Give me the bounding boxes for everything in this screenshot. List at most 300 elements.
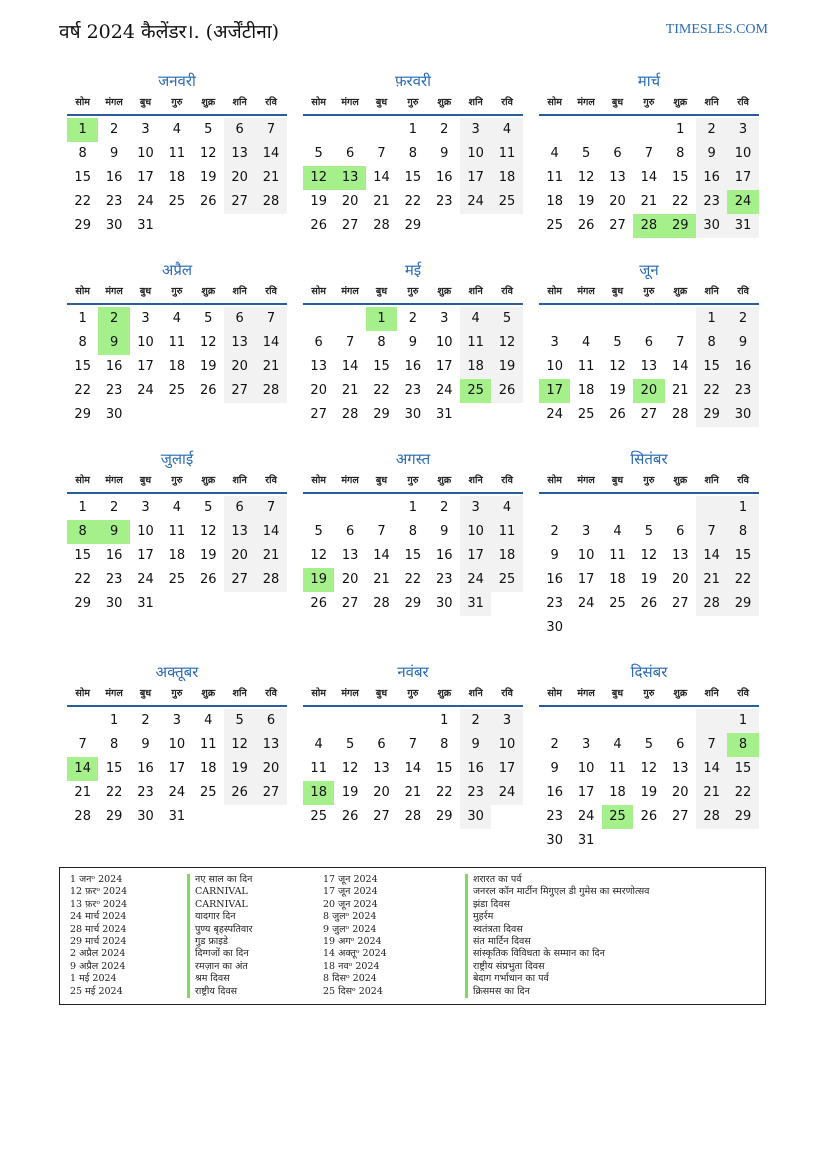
day-grid — [303, 496, 523, 616]
legend-dates-col-1 — [70, 874, 127, 998]
weekday-label: गुरु — [407, 97, 419, 108]
day-cell: 13 — [671, 548, 689, 563]
day-cell: 27 — [341, 218, 359, 233]
legend-holiday-name: गुड फ्राइडे — [187, 936, 253, 948]
weekday-label: बुध — [139, 97, 152, 108]
day-cell: 15 — [74, 548, 91, 563]
day-cell: 28 — [255, 190, 286, 214]
month-block — [539, 259, 759, 427]
weekday-label: शुक्र — [437, 286, 452, 297]
day-cell: 21 — [373, 572, 390, 587]
day-cell-holiday: 1 — [67, 118, 98, 142]
day-cell: 6 — [224, 118, 255, 142]
weekday-label: शुक्र — [673, 688, 688, 699]
day-cell: 20 — [224, 166, 255, 190]
day-cell: 5 — [644, 737, 653, 752]
day-cell: 26 — [199, 194, 217, 209]
weekday-label: सोम — [547, 286, 562, 297]
holiday-legend — [59, 867, 766, 1005]
day-grid — [303, 307, 523, 427]
day-cell: 8 — [408, 524, 417, 539]
day-cell-holiday: 25 — [602, 805, 633, 829]
day-cell: 28 — [696, 592, 727, 616]
day-cell: 26 — [640, 809, 658, 824]
day-cell: 23 — [546, 596, 563, 611]
weekday-label: रवि — [265, 97, 277, 108]
day-cell: 10 — [577, 761, 595, 776]
day-cell: 28 — [74, 809, 91, 824]
day-cell: 4 — [613, 524, 622, 539]
legend-date: 9 जुलᵒ 2024 — [323, 923, 377, 935]
day-cell: 14 — [640, 170, 658, 185]
legend-names-col-1 — [187, 874, 253, 998]
weekday-header — [67, 683, 287, 707]
day-cell: 25 — [491, 190, 522, 214]
day-cell: 12 — [640, 761, 658, 776]
legend-date: 13 फ़रᵒ 2024 — [70, 898, 128, 910]
day-cell: 23 — [105, 572, 123, 587]
day-cell: 31 — [460, 592, 491, 616]
weekday-header — [539, 281, 759, 305]
day-cell: 3 — [440, 311, 449, 326]
day-cell: 3 — [460, 118, 491, 142]
weekday-label: बुध — [375, 688, 388, 699]
day-empty — [570, 307, 601, 331]
weekday-label: शुक्र — [673, 286, 688, 297]
day-cell: 29 — [404, 218, 422, 233]
weekday-header — [539, 92, 759, 116]
day-cell: 10 — [460, 142, 491, 166]
weekday-label: रवि — [737, 286, 749, 297]
day-cell: 24 — [137, 194, 154, 209]
weekday-label: बुध — [611, 286, 624, 297]
day-cell: 13 — [310, 359, 327, 374]
day-grid — [67, 709, 287, 829]
day-cell: 30 — [460, 805, 491, 829]
day-cell: 9 — [696, 142, 727, 166]
day-cell: 22 — [74, 383, 91, 398]
weekday-label: शुक्र — [673, 97, 688, 108]
day-cell: 19 — [224, 757, 255, 781]
day-cell: 9 — [550, 761, 559, 776]
weekday-label: रवि — [265, 688, 277, 699]
day-cell: 26 — [310, 596, 327, 611]
day-cell: 10 — [137, 335, 154, 350]
weekday-label: बुध — [139, 688, 152, 699]
legend-date: 18 नवᵒ 2024 — [323, 960, 380, 972]
day-empty — [602, 496, 633, 520]
legend-date: 8 दिसᵒ 2024 — [323, 973, 377, 985]
month-block — [67, 259, 287, 427]
day-cell: 24 — [577, 809, 595, 824]
day-cell: 18 — [168, 359, 186, 374]
day-cell: 22 — [727, 781, 758, 805]
weekday-label: गुरु — [171, 688, 183, 699]
day-cell: 18 — [199, 761, 217, 776]
day-cell: 7 — [78, 737, 87, 752]
day-cell: 2 — [141, 713, 150, 728]
day-cell: 28 — [373, 218, 390, 233]
legend-holiday-name: यादगार दिन — [187, 911, 253, 923]
day-cell: 17 — [435, 359, 453, 374]
day-cell: 28 — [255, 379, 286, 403]
weekday-label: रवि — [265, 475, 277, 486]
day-cell-holiday: 20 — [633, 379, 664, 403]
day-cell: 31 — [137, 218, 154, 233]
day-cell: 10 — [546, 359, 563, 374]
day-grid — [539, 118, 759, 238]
legend-date: 28 मार्च 2024 — [70, 923, 127, 935]
day-cell: 27 — [310, 407, 327, 422]
day-cell: 6 — [676, 524, 685, 539]
day-cell: 26 — [224, 781, 255, 805]
day-cell: 11 — [199, 737, 217, 752]
weekday-header — [303, 470, 523, 494]
day-cell: 22 — [696, 379, 727, 403]
day-cell: 20 — [671, 572, 689, 587]
day-cell-holiday: 17 — [539, 379, 570, 403]
month-block — [67, 70, 287, 238]
day-cell: 1 — [109, 713, 119, 728]
day-cell: 25 — [168, 383, 186, 398]
day-cell: 15 — [74, 170, 91, 185]
day-cell: 14 — [373, 170, 390, 185]
day-cell: 30 — [546, 833, 563, 848]
day-empty — [397, 709, 428, 733]
day-cell: 16 — [105, 170, 123, 185]
weekday-label: बुध — [375, 286, 388, 297]
day-cell: 14 — [696, 544, 727, 568]
day-cell: 18 — [168, 548, 186, 563]
weekday-label: गुरु — [171, 97, 183, 108]
weekday-label: गुरु — [643, 97, 655, 108]
day-cell: 14 — [255, 142, 286, 166]
day-cell: 4 — [491, 496, 522, 520]
day-cell: 5 — [345, 737, 355, 752]
legend-date: 1 मई 2024 — [70, 973, 117, 985]
day-cell: 23 — [460, 781, 491, 805]
day-cell: 25 — [491, 568, 522, 592]
day-cell: 1 — [78, 500, 87, 515]
day-cell: 29 — [373, 407, 390, 422]
day-cell: 16 — [696, 166, 727, 190]
day-cell: 7 — [644, 146, 653, 161]
day-cell: 12 — [640, 548, 658, 563]
day-cell: 24 — [460, 190, 491, 214]
legend-date: 29 मार्च 2024 — [70, 936, 127, 948]
weekday-label: रवि — [737, 97, 749, 108]
legend-holiday-name: स्वतंत्रता दिवस — [465, 924, 649, 936]
day-empty — [602, 118, 633, 142]
site-link[interactable]: TIMESLES.COM — [665, 22, 768, 37]
month-name: अगस्त — [395, 450, 431, 468]
weekday-label: मंगल — [577, 97, 595, 108]
day-cell: 5 — [581, 146, 591, 161]
day-cell: 11 — [577, 359, 595, 374]
weekday-label: शनि — [468, 475, 483, 486]
day-cell: 28 — [341, 407, 359, 422]
day-cell-holiday: 19 — [303, 568, 334, 592]
weekday-label: मंगल — [341, 97, 359, 108]
day-cell: 20 — [255, 757, 286, 781]
day-cell: 11 — [460, 331, 491, 355]
day-cell: 29 — [74, 596, 91, 611]
day-cell: 23 — [546, 809, 563, 824]
day-empty — [334, 496, 365, 520]
day-cell-holiday: 24 — [727, 190, 758, 214]
day-cell: 5 — [613, 335, 622, 350]
day-cell: 25 — [168, 194, 186, 209]
legend-holiday-name: संत मार्टिन दिवस — [465, 936, 649, 948]
day-cell: 15 — [404, 548, 422, 563]
weekday-label: सोम — [75, 688, 90, 699]
day-cell: 9 — [440, 524, 449, 539]
weekday-label: रवि — [265, 286, 277, 297]
day-cell: 3 — [581, 524, 591, 539]
month-name: मार्च — [637, 72, 661, 90]
weekday-label: गुरु — [171, 286, 183, 297]
legend-date: 14 अक्तूᵒ 2024 — [323, 948, 387, 960]
day-cell: 22 — [671, 194, 689, 209]
day-cell: 24 — [168, 785, 186, 800]
day-cell: 13 — [224, 142, 255, 166]
day-empty — [366, 709, 397, 733]
day-cell: 12 — [609, 359, 626, 374]
day-cell: 27 — [671, 596, 689, 611]
legend-holiday-name: राष्ट्रीय संप्रभुता दिवस — [465, 961, 649, 973]
day-cell: 21 — [696, 568, 727, 592]
day-cell: 16 — [105, 548, 123, 563]
day-cell: 17 — [460, 166, 491, 190]
day-cell: 16 — [460, 757, 491, 781]
day-cell: 29 — [696, 403, 727, 427]
day-cell: 15 — [373, 359, 390, 374]
legend-date: 17 जून 2024 — [323, 886, 378, 898]
weekday-header — [539, 683, 759, 707]
day-cell: 28 — [671, 407, 689, 422]
day-cell: 30 — [727, 403, 758, 427]
weekday-label: सोम — [75, 286, 90, 297]
weekday-label: शनि — [704, 286, 719, 297]
day-cell: 8 — [109, 737, 119, 752]
weekday-label: मंगल — [105, 286, 123, 297]
month-block — [303, 70, 523, 238]
weekday-header — [539, 470, 759, 494]
day-empty — [665, 496, 696, 520]
day-cell: 19 — [199, 359, 217, 374]
day-cell: 1 — [408, 500, 417, 515]
day-cell: 27 — [671, 809, 689, 824]
day-cell: 10 — [435, 335, 453, 350]
day-cell: 25 — [168, 572, 186, 587]
month-name: दिसंबर — [630, 663, 668, 681]
day-cell: 12 — [199, 335, 217, 350]
day-cell-holiday: 18 — [303, 781, 334, 805]
day-cell: 19 — [640, 785, 658, 800]
day-cell: 16 — [105, 359, 123, 374]
day-cell: 8 — [676, 146, 685, 161]
day-cell: 13 — [609, 170, 626, 185]
day-cell: 19 — [491, 355, 522, 379]
weekday-label: गुरु — [643, 688, 655, 699]
day-cell: 22 — [373, 383, 390, 398]
legend-date: 12 फ़रᵒ 2024 — [70, 886, 128, 898]
day-cell: 2 — [440, 500, 449, 515]
weekday-label: बुध — [375, 97, 388, 108]
day-cell: 1 — [696, 307, 727, 331]
legend-date: 20 जून 2024 — [323, 898, 378, 910]
weekday-label: रवि — [501, 688, 513, 699]
day-empty — [334, 118, 365, 142]
day-empty — [665, 709, 696, 733]
weekday-label: मंगल — [577, 286, 595, 297]
day-cell: 24 — [491, 781, 522, 805]
day-cell: 15 — [74, 359, 91, 374]
day-cell: 30 — [137, 809, 154, 824]
day-cell: 2 — [550, 524, 559, 539]
weekday-header — [67, 470, 287, 494]
day-cell: 7 — [408, 737, 417, 752]
day-cell: 14 — [373, 548, 390, 563]
day-cell: 4 — [613, 737, 622, 752]
legend-holiday-name: रमज़ान का अंत — [187, 961, 253, 973]
day-cell: 14 — [404, 761, 422, 776]
legend-date: 25 मई 2024 — [70, 985, 123, 997]
legend-date: 25 दिसᵒ 2024 — [323, 985, 383, 997]
day-cell: 23 — [727, 379, 758, 403]
month-name: नवंबर — [397, 663, 429, 681]
day-empty — [570, 118, 601, 142]
legend-dates-col-2 — [323, 874, 387, 998]
day-cell-holiday: 14 — [67, 757, 98, 781]
day-cell: 28 — [696, 805, 727, 829]
day-cell: 6 — [676, 737, 685, 752]
weekday-label: मंगल — [105, 475, 123, 486]
day-empty — [539, 496, 570, 520]
legend-holiday-name: पुण्य बृहस्पतिवार — [187, 924, 253, 936]
day-cell: 7 — [696, 733, 727, 757]
day-cell: 26 — [199, 383, 217, 398]
day-cell: 20 — [224, 355, 255, 379]
day-cell: 11 — [168, 146, 186, 161]
day-cell: 31 — [168, 809, 186, 824]
day-cell: 25 — [546, 218, 563, 233]
month-block — [539, 70, 759, 238]
day-cell: 5 — [644, 524, 653, 539]
day-cell: 15 — [727, 757, 758, 781]
day-cell: 23 — [105, 194, 123, 209]
weekday-label: मंगल — [105, 688, 123, 699]
weekday-label: शनि — [232, 97, 247, 108]
day-cell: 16 — [546, 572, 563, 587]
day-cell: 19 — [609, 383, 626, 398]
day-cell: 2 — [109, 122, 119, 137]
day-cell: 8 — [727, 520, 758, 544]
day-cell: 29 — [74, 218, 91, 233]
day-cell-holiday: 12 — [303, 166, 334, 190]
legend-holiday-name: दिग्गजों का दिन — [187, 948, 253, 960]
day-grid — [67, 307, 287, 427]
day-cell: 6 — [345, 146, 355, 161]
day-cell: 1 — [727, 496, 758, 520]
day-cell: 10 — [491, 733, 522, 757]
day-cell: 29 — [727, 805, 758, 829]
day-cell: 31 — [727, 214, 758, 238]
day-cell: 16 — [435, 170, 453, 185]
legend-date: 17 जून 2024 — [323, 874, 378, 885]
day-cell: 11 — [609, 548, 626, 563]
weekday-label: सोम — [75, 475, 90, 486]
day-cell-holiday: 13 — [334, 166, 365, 190]
legend-holiday-name: बेदाग गर्भाधान का पर्व — [465, 973, 649, 985]
day-cell: 22 — [105, 785, 123, 800]
legend-holiday-name: मुहर्रम — [465, 911, 649, 923]
day-cell: 21 — [671, 383, 689, 398]
legend-holiday-name: सांस्कृतिक विविधता के सम्मान का दिन — [465, 948, 649, 960]
day-cell: 1 — [727, 709, 758, 733]
weekday-label: बुध — [611, 688, 624, 699]
day-cell: 29 — [105, 809, 123, 824]
day-cell-holiday: 8 — [727, 733, 758, 757]
day-cell: 21 — [341, 383, 359, 398]
day-cell: 17 — [577, 572, 595, 587]
day-cell: 20 — [310, 383, 327, 398]
day-cell: 14 — [255, 520, 286, 544]
day-empty — [303, 709, 334, 733]
day-cell: 26 — [341, 809, 359, 824]
weekday-label: सोम — [311, 286, 326, 297]
weekday-label: शुक्र — [201, 475, 216, 486]
day-empty — [539, 709, 570, 733]
day-cell: 23 — [696, 190, 727, 214]
day-empty — [303, 307, 334, 331]
day-cell: 18 — [546, 194, 563, 209]
day-empty — [633, 118, 664, 142]
day-cell: 17 — [137, 170, 154, 185]
weekday-label: शुक्र — [437, 97, 452, 108]
day-cell: 16 — [137, 761, 154, 776]
day-cell: 7 — [255, 496, 286, 520]
day-cell: 31 — [137, 596, 154, 611]
day-cell: 14 — [671, 359, 689, 374]
day-cell: 21 — [255, 166, 286, 190]
day-cell: 4 — [172, 122, 181, 137]
day-cell: 19 — [341, 785, 359, 800]
weekday-label: गुरु — [407, 688, 419, 699]
day-cell: 25 — [199, 785, 217, 800]
day-empty — [602, 709, 633, 733]
weekday-label: बुध — [139, 286, 152, 297]
day-cell: 2 — [727, 307, 758, 331]
day-cell: 4 — [172, 311, 181, 326]
weekday-label: मंगल — [577, 688, 595, 699]
day-cell: 9 — [550, 548, 559, 563]
day-cell: 24 — [435, 383, 453, 398]
day-cell: 3 — [460, 496, 491, 520]
legend-holiday-name: जनरल कॉन मार्टीन मिगुएल डी गुमेस का स्मरणोत्सव — [465, 886, 649, 898]
day-empty — [366, 118, 397, 142]
day-cell: 8 — [78, 335, 87, 350]
day-cell: 16 — [404, 359, 422, 374]
day-cell: 5 — [224, 709, 255, 733]
day-cell: 11 — [168, 335, 186, 350]
day-cell: 3 — [141, 122, 150, 137]
day-cell: 25 — [609, 596, 626, 611]
day-cell: 13 — [224, 520, 255, 544]
weekday-label: सोम — [311, 688, 326, 699]
weekday-label: रवि — [737, 688, 749, 699]
month-name: जनवरी — [158, 72, 196, 90]
